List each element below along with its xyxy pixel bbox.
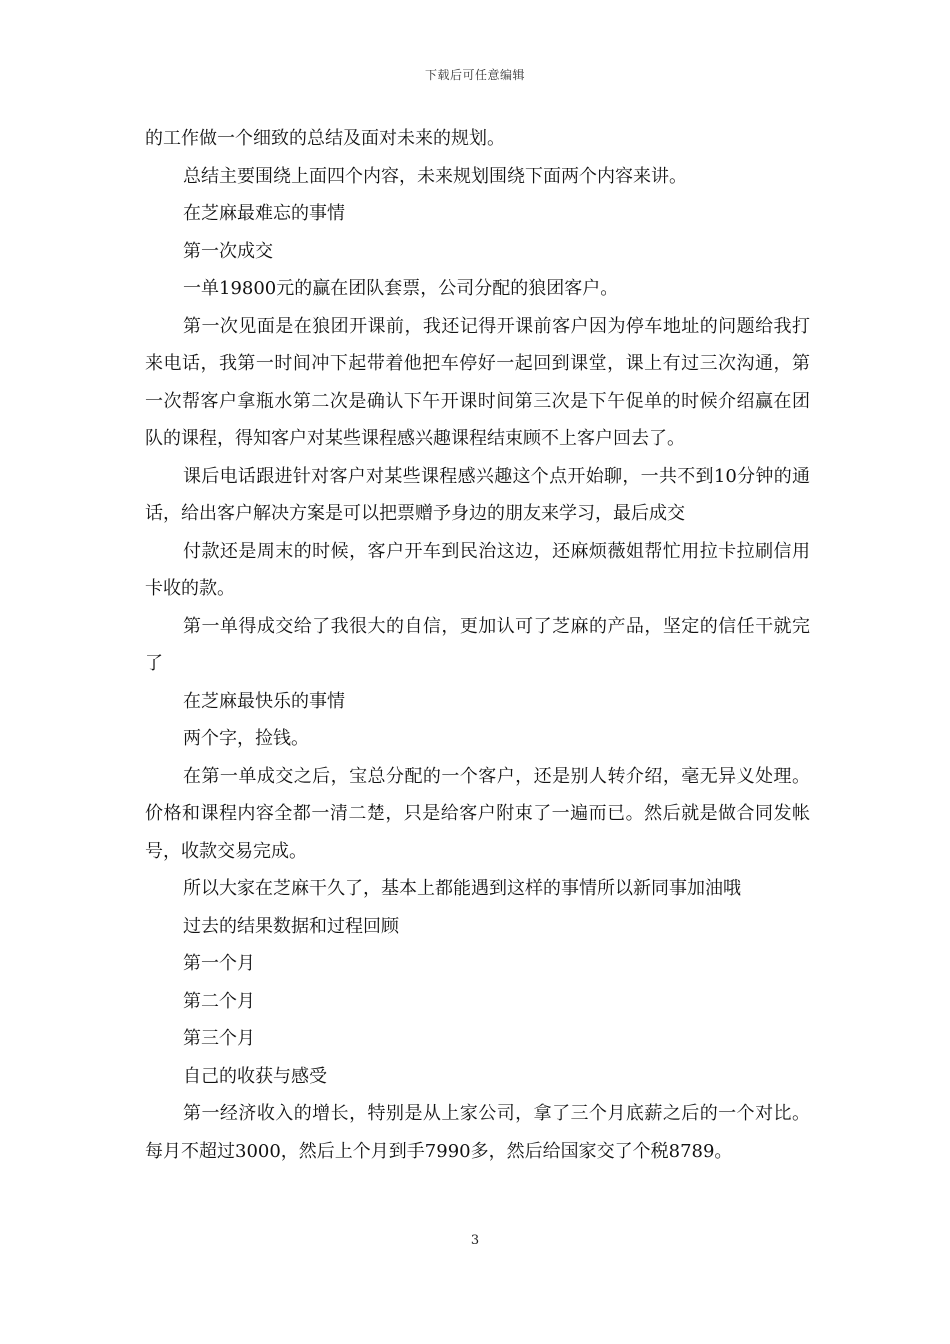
subheading: 第一个月 [183, 953, 255, 974]
document-body [145, 120, 810, 1170]
paragraph: 第一经济收入的增长，特别是从上家公司，拿了三个月底薪之后的一个对比。每月不超过3000，然后上个月到手7990多，然后给国家交了个税8789。 [145, 1103, 810, 1162]
section-heading: 过去的结果数据和过程回顾 [183, 915, 399, 937]
paragraph: 课后电话跟进针对客户对某些课程感兴趣这个点开始聊，一共不到10分钟的通话，给出客户解决方案是可以把票赠予身边的朋友来学习，最后成交 [145, 465, 810, 524]
paragraph: 两个字，捡钱。 [183, 728, 309, 749]
paragraph: 在第一单成交之后，宝总分配的一个客户，还是别人转介绍，毫无异义处理。价格和课程内容全都一清二楚，只是给客户附束了一遍而已。然后就是做合同发帐号，收款交易完成。 [145, 765, 810, 862]
paragraph: 付款还是周末的时候，客户开车到民治这边，还麻烦薇姐帮忙用拉卡拉刷信用卡收的款。 [145, 540, 810, 599]
subheading: 第三个月 [183, 1028, 255, 1049]
paragraph: 所以大家在芝麻干久了，基本上都能遇到这样的事情所以新同事加油哦 [183, 878, 741, 899]
subheading: 第一次成交 [183, 240, 273, 262]
section-heading: 在芝麻最难忘的事情 [183, 203, 345, 224]
paragraph: 第一次见面是在狼团开课前，我还记得开课前客户因为停车地址的问题给我打来电话，我第一时间冲下起带着他把车停好一起回到课堂，课上有过三次沟通，第一次帮客户拿瓶水第二次是确认下午开课时间第三次是下午促单的时候介绍赢在团队的课程，得知客户对某些课程感兴趣课程结束顾不上客户回去了。 [145, 315, 810, 449]
subheading: 第二个月 [183, 990, 255, 1012]
section-heading: 自己的收获与感受 [183, 1065, 327, 1087]
paragraph: 一单19800元的赢在团队套票，公司分配的狼团客户。 [183, 278, 619, 299]
page-header: 下载后可任意编辑 [424, 68, 525, 82]
section-heading: 在芝麻最快乐的事情 [183, 690, 345, 712]
page-number: 3 [470, 1233, 480, 1248]
paragraph: 第一单得成交给了我很大的自信，更加认可了芝麻的产品，坚定的信任干就完了 [145, 615, 810, 674]
paragraph: 的工作做一个细致的总结及面对未来的规划。 [145, 128, 505, 149]
paragraph: 总结主要围绕上面四个内容，未来规划围绕下面两个内容来讲。 [183, 165, 687, 187]
